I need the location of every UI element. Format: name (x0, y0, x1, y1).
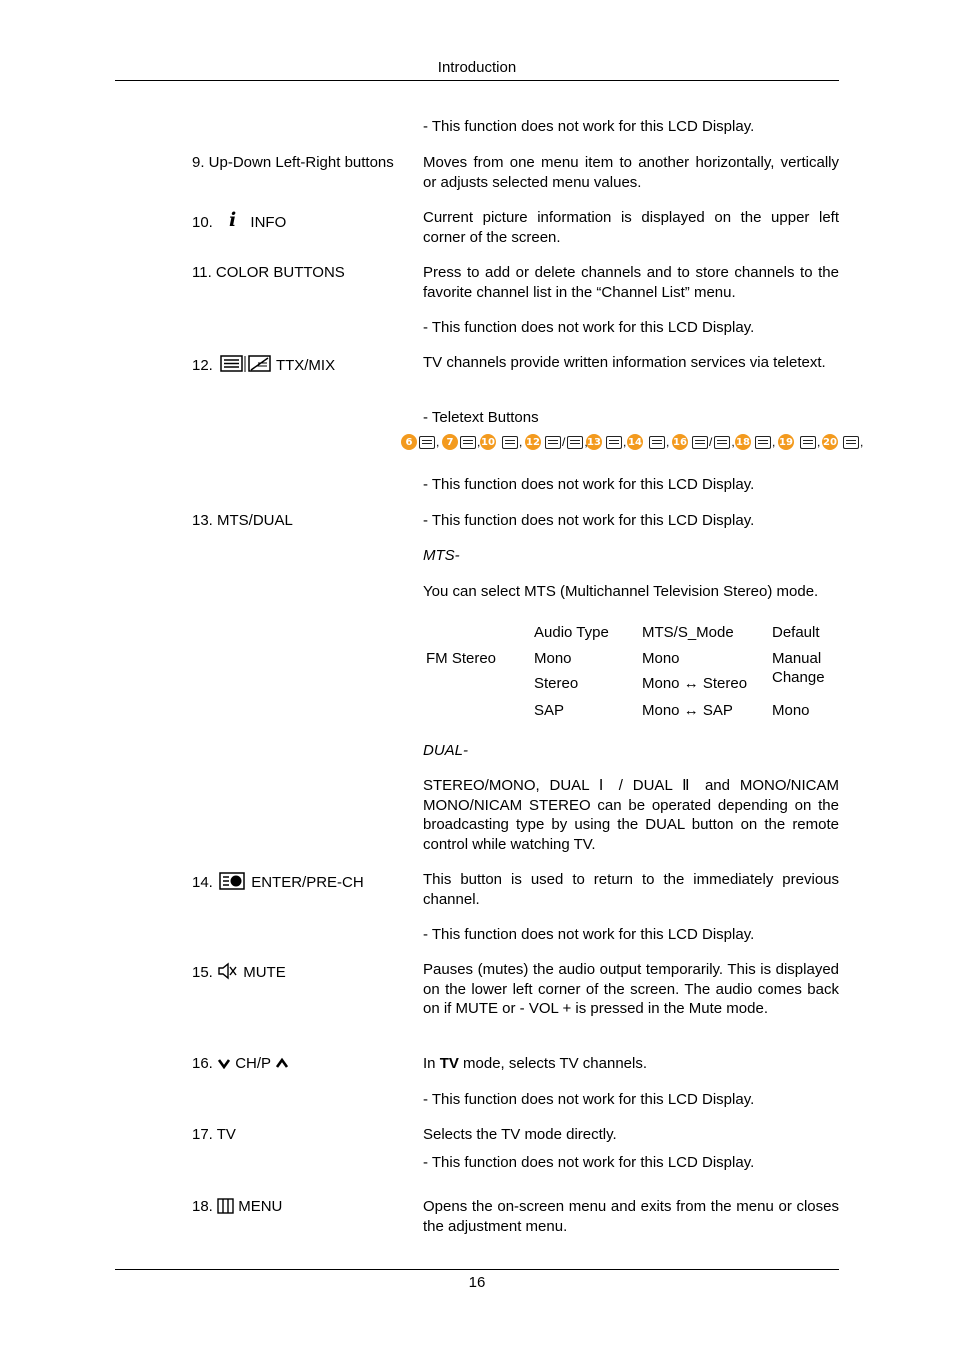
item10-name: INFO (250, 214, 287, 231)
item11-label: 11. COLOR BUTTONS (192, 264, 345, 281)
teletext-button-6: 6 , (401, 432, 439, 452)
item12-name: TTX/MIX (275, 357, 336, 374)
mts-heading: MTS- (423, 547, 460, 564)
item12-number: 12. (192, 357, 213, 374)
item18-desc: Opens the on-screen menu and exits from the menu or closes the adjustment menu. (423, 1198, 839, 1235)
item11-note: - This function does not work for this LCD Display. (423, 319, 755, 336)
teletext-button-20: 20 , (823, 435, 864, 449)
teletext-button-13: 13 , (587, 435, 627, 449)
teletext-number-badge: 7 (442, 434, 458, 450)
teletext-button-16: 16 / , (673, 435, 735, 449)
item9-label: 9. Up-Down Left-Right buttons (192, 154, 394, 171)
item17-label: 17. TV (192, 1126, 236, 1143)
teletext-icon (502, 436, 518, 449)
item11-desc: Press to add or delete channels and to store channels to the favorite channel list in the “Channel List” menu. (423, 264, 839, 301)
table-header-default: Default (772, 624, 820, 641)
footer-rule (115, 1269, 839, 1270)
dual-desc: STEREO/MONO, DUAL Ⅰ / DUAL Ⅱ and MONO/NICAM MONO/NICAM STEREO can be operated depending on the broadcasting type by using the DUAL button on the remote control while watching TV. (423, 777, 839, 853)
item14-label (192, 872, 397, 895)
table-cell: Mono (534, 650, 572, 667)
table-cell: Mono (642, 650, 680, 667)
item13-label: 13. MTS/DUAL (192, 512, 293, 529)
item15-number: 15. (192, 964, 213, 981)
item15-label (192, 962, 397, 985)
teletext-number-badge: 14 (627, 434, 643, 450)
teletext-number-badge: 10 (480, 434, 496, 450)
item18-label (192, 1197, 397, 1219)
teletext-button-7: 7 , (442, 432, 480, 452)
item14-number: 14. (192, 874, 213, 891)
item10-label (192, 211, 397, 232)
item15-desc: Pauses (mutes) the audio output temporarily. This is displayed on the lower left corner of the screen. The audio comes back on if MUTE or - VOL + is pressed in the Mute mode. (423, 961, 839, 1017)
teletext-icon (649, 436, 665, 449)
page-number: 16 (468, 1274, 486, 1291)
teletext-button-18: 18 , (736, 435, 776, 449)
teletext-icon (692, 436, 708, 449)
table-header-mts-mode: MTS/S_Mode (642, 624, 734, 641)
item12-label (192, 355, 397, 378)
enter-pre-ch-icon (219, 872, 245, 895)
teletext-mix-icon (220, 355, 272, 378)
teletext-number-badge: 6 (401, 434, 417, 450)
table-cell: Mono ↔ Stereo (642, 675, 748, 692)
channel-down-icon (217, 1055, 231, 1074)
teletext-button-10: 10 , (481, 435, 523, 449)
item14-name: ENTER/PRE-CH (251, 874, 364, 891)
teletext-number-badge: 13 (586, 434, 602, 450)
teletext-number-badge: 19 (778, 434, 794, 450)
table-cell: Stereo (534, 675, 579, 692)
teletext-number-badge: 18 (735, 434, 751, 450)
teletext-icon (545, 436, 561, 449)
table-cell: Mono (772, 702, 810, 719)
item13-note: - This function does not work for this LCD Display. (423, 512, 755, 529)
teletext-icon (843, 436, 859, 449)
item18-name: MENU (238, 1198, 283, 1215)
item16-desc (423, 1054, 839, 1074)
item16-name: CH/P (235, 1055, 271, 1072)
teletext-icon (714, 436, 730, 449)
page-header-title: Introduction (437, 59, 517, 76)
item17-note: - This function does not work for this LCD Display. (423, 1154, 755, 1171)
table-header-audio-type: Audio Type (534, 624, 609, 641)
table-row-label-fm-stereo: FM Stereo (426, 650, 497, 667)
table-cell: SAP (534, 702, 565, 719)
teletext-button-19: 19 , (779, 435, 821, 449)
header-rule (115, 80, 839, 81)
item14-note: - This function does not work for this LCD Display. (423, 926, 755, 943)
item12-desc: TV channels provide written information services via teletext. (423, 354, 826, 371)
table-cell: Mono ↔ SAP (642, 702, 733, 719)
item14-desc: This button is used to return to the immediately previous channel. (423, 871, 839, 908)
teletext-number-badge: 16 (672, 434, 688, 450)
item8-note: - This function does not work for this LCD Display. (423, 118, 755, 135)
item12-sub: - Teletext Buttons (423, 409, 539, 426)
channel-up-icon (275, 1055, 289, 1074)
teletext-icon (606, 436, 622, 449)
info-icon: i (229, 209, 237, 231)
item18-number: 18. (192, 1198, 213, 1215)
menu-icon (217, 1198, 234, 1219)
teletext-number-badge: 20 (822, 434, 838, 450)
item16-desc-pre: In (423, 1055, 436, 1072)
item12-note: - This function does not work for this LCD Display. (423, 476, 755, 493)
mute-icon (217, 962, 237, 985)
teletext-icon (460, 436, 476, 449)
item16-number: 16. (192, 1055, 213, 1072)
item16-desc-post: mode, selects TV channels. (463, 1055, 648, 1072)
item16-note: - This function does not work for this LCD Display. (423, 1091, 755, 1108)
teletext-number-badge: 12 (525, 434, 541, 450)
item17-desc: Selects the TV mode directly. (423, 1126, 617, 1143)
teletext-icon (567, 436, 583, 449)
item16-desc-tv: TV (439, 1055, 459, 1072)
item15-name: MUTE (243, 964, 286, 981)
item10-desc: Current picture information is displayed on the upper left corner of the screen. (423, 209, 839, 246)
mts-desc: You can select MTS (Multichannel Television Stereo) mode. (423, 583, 819, 600)
teletext-icon (800, 436, 816, 449)
teletext-button-12: 12 / (525, 432, 588, 452)
item16-label (192, 1054, 397, 1074)
teletext-icon (755, 436, 771, 449)
teletext-icon (419, 436, 435, 449)
item10-number: 10. (192, 214, 213, 231)
teletext-button-14: 14 , (628, 435, 670, 449)
table-cell: Manual Change (772, 650, 825, 686)
dual-heading: DUAL- (423, 742, 469, 759)
item9-desc: Moves from one menu item to another horizontally, vertically or adjusts selected menu values. (423, 154, 839, 191)
